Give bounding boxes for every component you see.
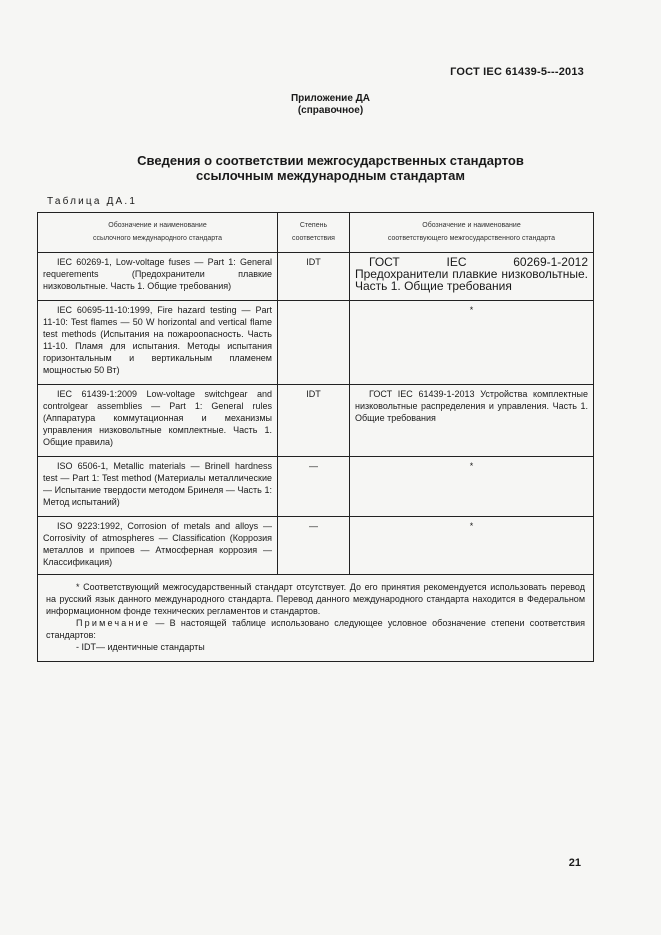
interstate-standard-cell: * bbox=[350, 517, 594, 575]
table-header-row bbox=[38, 213, 594, 253]
interstate-standard-cell: ГОСТ IEC 60269-1-2012 Предохранители плавкие низковольтные. Часть 1. Общие требования bbox=[350, 253, 594, 301]
table-row bbox=[38, 253, 594, 301]
footnote-asterisk: * Соответствующий межгосударственный стандарт отсутствует. До его принятия рекомендуется использовать перевод на русский язык данного международного стандарта. Перевод данного международного стандарта находится в Федеральном информационном фонде технических регламентов и стандартов. bbox=[46, 582, 585, 616]
international-standard-cell: IEC 61439-1:2009 Low-voltage switchgear and controlgear assemblies — Part 1: General rules (Аппаратура коммутационная и механизмы управления низковольтные комплектные. Часть 1. Общие правила) bbox=[38, 385, 278, 457]
appendix-title: Приложение ДА bbox=[290, 93, 371, 104]
degree-cell bbox=[278, 301, 350, 385]
header-text: Обозначение и наименование bbox=[108, 222, 207, 229]
column-header-degree bbox=[278, 213, 350, 253]
interstate-standard-cell: * bbox=[350, 457, 594, 517]
header-text: соответствующего межгосударственного стандарта bbox=[387, 235, 556, 242]
interstate-standard-cell: * bbox=[350, 301, 594, 385]
header-text: Обозначение и наименование bbox=[422, 222, 521, 229]
page-number: 21 bbox=[568, 857, 581, 869]
table-footnote-row bbox=[38, 575, 594, 662]
page-title-line-2: ссылочным международным стандартам bbox=[196, 168, 465, 183]
interstate-standard-cell: ГОСТ IEC 61439-1-2013 Устройства комплектные низковольтные распределения и управления. Часть 1. Общие требования bbox=[350, 385, 594, 457]
column-header-international bbox=[38, 213, 278, 253]
table-row bbox=[38, 301, 594, 385]
degree-cell: IDT bbox=[278, 253, 350, 301]
header-text: соответствия bbox=[292, 235, 335, 242]
document-code: ГОСТ IEC 61439-5---2013 bbox=[450, 66, 584, 78]
table-caption: Таблица ДА.1 bbox=[47, 196, 138, 207]
appendix-heading bbox=[0, 93, 661, 117]
international-standard-cell: ISO 9223:1992, Corrosion of metals and alloys — Corrosivity of atmospheres — Classification (Коррозия металлов и припоев — Атмосферная коррозия — Классификация) bbox=[38, 517, 278, 575]
international-standard-cell: ISO 6506-1, Metallic materials — Brinell hardness test — Part 1: Test method (Материалы металлические — Испытание твердости методом Бринеля — Часть 1: Метод испытаний) bbox=[38, 457, 278, 517]
appendix-subtitle: (справочное) bbox=[297, 105, 364, 116]
page-title-line-1: Сведения о соответствии межгосударственных стандартов bbox=[137, 153, 524, 168]
note-text: — В настоящей таблице использовано следующее условное обозначение степени соответствия стандартов: bbox=[46, 618, 585, 640]
footnote-idt-definition: - IDT— идентичные стандарты bbox=[76, 642, 205, 652]
note-label: Примечание bbox=[76, 618, 151, 628]
international-standard-cell: IEC 60695-11-10:1999, Fire hazard testing — Part 11-10: Test flames — 50 W horizontal and vertical flame test methods (Испытания на пожароопасность. Часть 11-10. Пламя для испытания. Методы испытания горизонтальным и вертикальным пламенем мощностью 50 Вт) bbox=[38, 301, 278, 385]
table-row bbox=[38, 385, 594, 457]
header-text: ссылочного международного стандарта bbox=[92, 235, 223, 242]
international-standard-cell: IEC 60269-1, Low-voltage fuses — Part 1: General requerements (Предохранители плавкие низковольтные. Часть 1. Общие требования) bbox=[38, 253, 278, 301]
column-header-interstate bbox=[350, 213, 594, 253]
degree-cell: IDT bbox=[278, 385, 350, 457]
table-footnote bbox=[38, 575, 594, 662]
table-row bbox=[38, 517, 594, 575]
degree-cell: — bbox=[278, 457, 350, 517]
header-text: Степень bbox=[299, 222, 328, 229]
table-row bbox=[38, 457, 594, 517]
page-title bbox=[0, 153, 661, 183]
degree-cell: — bbox=[278, 517, 350, 575]
standards-correspondence-table bbox=[37, 212, 594, 662]
footnote-note bbox=[46, 617, 585, 641]
